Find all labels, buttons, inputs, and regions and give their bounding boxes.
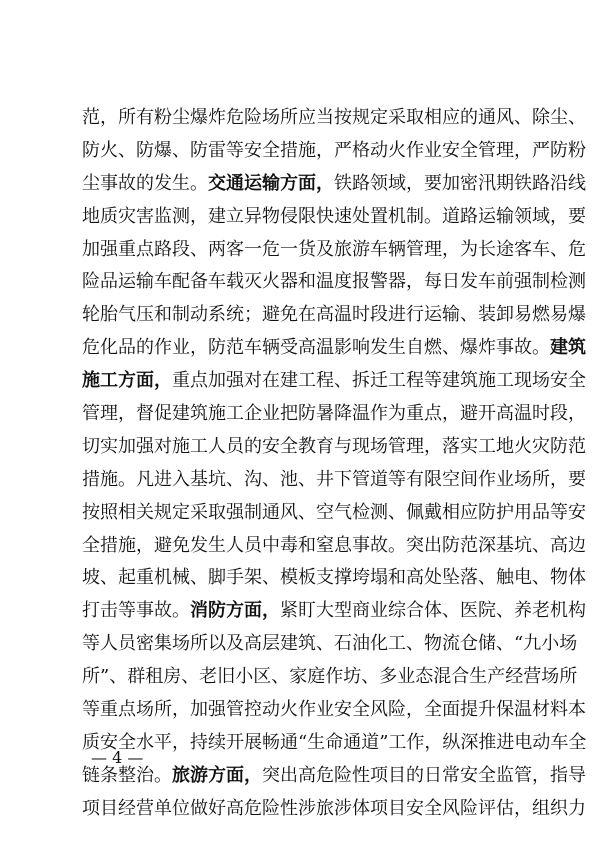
text-line <box>82 365 586 398</box>
paragraph-text: 铁路领域，要加密汛期铁路沿线 <box>334 172 586 194</box>
section-heading: 旅游方面， <box>172 764 262 786</box>
section-heading: 消防方面， <box>190 600 280 622</box>
paragraph-text: 坡、起重机械、脚手架、模板支撑垮塌和高处坠落、触电、物体 <box>82 567 586 589</box>
paragraph-text: 危化品的作业，防范车辆受高温影响发生自燃、爆炸事故。 <box>82 337 550 359</box>
text-line <box>82 332 586 365</box>
paragraph-text: 打击等事故。 <box>82 600 190 622</box>
paragraph-text: 质安全水平，持续开展畅通“生命通道”工作，纵深推进电动车全 <box>82 731 587 753</box>
page-number: — 4 — <box>91 748 144 767</box>
paragraph-text: 所”、群租房、老旧小区、家庭作坊、多业态混合生产经营场所 <box>82 666 578 688</box>
text-line <box>82 530 586 563</box>
text-line <box>82 266 586 299</box>
paragraph-text: 轮胎气压和制动系统；避免在高温时段进行运输、装卸易燃易爆 <box>82 304 586 326</box>
text-line <box>82 102 586 135</box>
paragraph-text: 措施。凡进入基坑、沟、池、井下管道等有限空间作业场所，要 <box>82 468 586 490</box>
paragraph-text: 管理，督促建筑施工企业把防暑降温作为重点，避开高温时段， <box>82 403 586 425</box>
text-line <box>82 793 586 826</box>
paragraph-text: 切实加强对施工人员的安全教育与现场管理，落实工地火灾防范 <box>82 435 586 457</box>
section-heading: 交通运输方面， <box>208 172 334 194</box>
paragraph-text: 范，所有粉尘爆炸危险场所应当按规定采取相应的通风、除尘、 <box>82 107 586 128</box>
paragraph-text: 等重点场所，加强管控动火作业安全风险，全面提升保温材料本 <box>82 699 586 721</box>
text-line <box>82 694 586 727</box>
text-line <box>82 168 586 201</box>
paragraph-text: 突出高危险性项目的日常安全监管，指导 <box>262 764 586 786</box>
text-line <box>82 135 586 168</box>
paragraph-text: 链条整治。 <box>82 764 172 786</box>
section-heading: 施工方面， <box>82 370 172 392</box>
text-line <box>82 398 586 431</box>
paragraph-text: 紧盯大型商业综合体、医院、养老机构 <box>280 600 586 622</box>
section-heading: 建筑 <box>550 337 586 359</box>
paragraph-text: 险品运输车配备车载灭火器和温度报警器，每日发车前强制检测 <box>82 271 586 293</box>
paragraph-text: 防火、防爆、防雷等安全措施，严格动火作业安全管理，严防粉 <box>82 139 586 161</box>
paragraph-text: 按照相关规定采取强制通风、空气检测、佩戴相应防护用品等安 <box>82 501 586 523</box>
text-line <box>82 497 586 530</box>
body-text <box>82 102 587 826</box>
text-line <box>82 727 587 760</box>
paragraph-text: 加强重点路段、两客一危一货及旅游车辆管理，为长途客车、危 <box>82 238 586 260</box>
paragraph-text: 全措施，避免发生人员中毒和窒息事故。突出防范深基坑、高边 <box>82 534 586 556</box>
paragraph-text: 等人员密集场所以及高层建筑、石油化工、物流仓储、“九小场 <box>82 633 578 655</box>
text-line <box>82 299 586 332</box>
text-line <box>82 234 586 267</box>
text-line <box>82 562 586 595</box>
paragraph-text: 尘事故的发生。 <box>82 172 208 194</box>
text-line <box>82 464 586 497</box>
paragraph-text: 项目经营单位做好高危险性涉旅涉体项目安全风险评估，组织力 <box>82 797 586 819</box>
text-line <box>82 628 578 661</box>
paragraph-text: 地质灾害监测，建立异物侵限快速处置机制。道路运输领域，要 <box>82 205 586 227</box>
text-line <box>82 760 586 793</box>
text-line <box>82 595 586 628</box>
text-line <box>82 661 578 694</box>
text-line <box>82 201 586 234</box>
paragraph-text: 重点加强对在建工程、拆迁工程等建筑施工现场安全 <box>172 370 586 392</box>
text-line <box>82 431 586 464</box>
